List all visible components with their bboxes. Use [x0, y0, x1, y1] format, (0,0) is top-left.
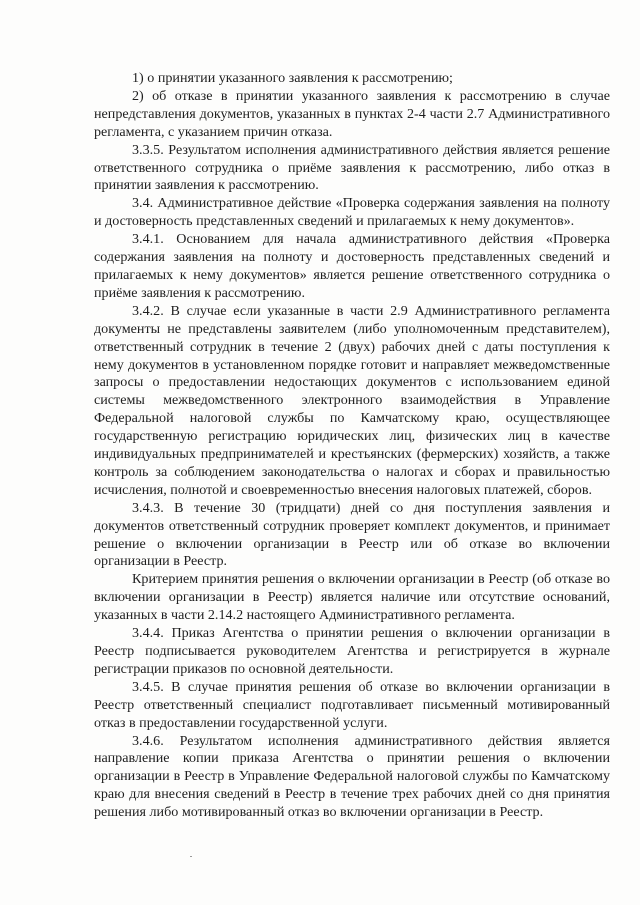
- paragraph-3-3-5: 3.3.5. Результатом исполнения административного действия является решение ответственного сотрудника о приёме заявления к рассмотрению, либо отказ в принятии заявления к рассмотрению.: [94, 141, 610, 194]
- paragraph-3-4-4: 3.4.4. Приказ Агентства о принятии решения о включении организации в Реестр подписывается руководителем Агентства и регистрируется в журнале регистрации приказов по основной деятельности.: [94, 625, 610, 677]
- paragraph-item-2: 2) об отказе в принятии указанного заявления к рассмотрению в случае непредставления документов, указанных в пунктах 2-4 части 2.7 Административного регламента, с указанием причин отказа.: [94, 87, 610, 140]
- scan-speck: [190, 856, 192, 857]
- paragraph-3-4-6: 3.4.6. Результатом исполнения административного действия является направление копии приказа Агентства о принятии решения о включении организации в Реестр в Управление Федеральной налоговой службы по Камчатскому краю для внесения сведений в Реестр в течение трех рабочих дней со дня принятия решения либо мотивированный отказ во включении организации в Реестр.: [94, 732, 610, 821]
- paragraph-item-1: 1) о принятии указанного заявления к рассмотрению;: [132, 70, 453, 86]
- paragraph-3-4: 3.4. Административное действие «Проверка содержания заявления на полноту и достоверность представленных сведений и прилагаемых к нему документов».: [94, 195, 610, 230]
- paragraph-3-4-2: 3.4.2. В случае если указанные в части 2.9 Административного регламента документы не представлены заявителем (либо уполномоченным представителем), ответственный сотрудник в течение 2 (двух) рабочих дней с даты поступления к нему документов в установленном порядке готовит и направляет межведомственные запросы о предоставлении недостающих документов с использованием единой системы межведомственного электронного взаимодействия в Управление Федеральной налоговой службы по Камчатскому краю, осуществляющее государственную регистрацию юридических лиц, физических лиц в качестве индивидуальных предпринимателей и крестьянских (фермерских) хозяйств, а также контроль за соблюдением законодательства о налогах и сборах и правильностью исчисления, полнотой и своевременностью внесения налоговых платежей, сборов.: [94, 302, 610, 498]
- paragraph-3-4-1: 3.4.1. Основанием для начала административного действия «Проверка содержания заявления на полноту и достоверность представленных сведений и прилагаемых к нему документов» является решение ответственного сотрудника о приёме заявления к рассмотрению.: [94, 231, 610, 301]
- paragraph-criterion: Критерием принятия решения о включении организации в Реестр (об отказе во включении организации в Реестр) является наличие или отсутствие оснований, указанных в части 2.14.2 настоящего Административного регламента.: [94, 571, 610, 624]
- paragraph-3-4-5: 3.4.5. В случае принятия решения об отказе во включении организации в Реестр ответственный специалист подготавливает письменный мотивированный отказ в предоставлении государственной услуги.: [94, 678, 610, 731]
- paragraph-3-4-3: 3.4.3. В течение 30 (тридцати) дней со дня поступления заявления и документов ответственный сотрудник проверяет комплект документов, и принимает решение о включении организации в Реестр или об отказе во включении организации в Реестр.: [94, 499, 610, 570]
- document-body: [94, 70, 610, 822]
